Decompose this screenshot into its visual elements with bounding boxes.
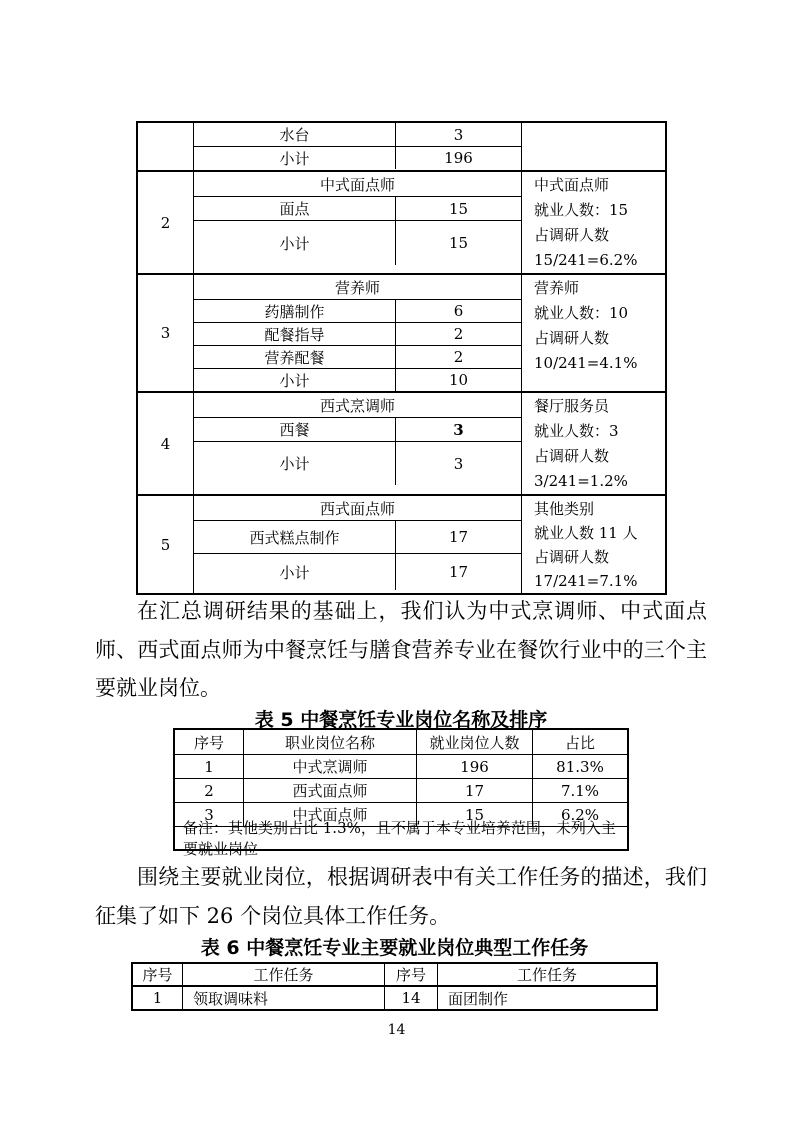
rank-cell: 1 [204,757,214,776]
section-number-cell: 4 [138,393,194,494]
column-header: 序号 [193,733,224,752]
summary-line: 餐厅服务员 [534,397,610,415]
summary-line: 占调研人数 [534,447,610,465]
table-row [194,417,521,441]
table-row [194,196,521,220]
summary-line: 3/241=1.2% [534,472,628,490]
column-header: 职业岗位名称 [243,730,416,754]
task-count-cell: 10 [395,369,521,391]
column-header: 序号 [384,964,437,985]
section-header-cell: 西式烹调师 [319,396,395,415]
task-label-cell: 小计 [279,455,310,473]
task-number-cell: 1 [152,989,163,1007]
task-count-cell: 15 [395,197,521,220]
table-section-4 [138,391,665,494]
table-row [194,123,521,146]
summary-line: 10/241=4.1% [534,354,638,372]
column-header: 工作任务 [437,964,656,985]
section-number-cell: 2 [138,172,194,273]
task-label-cell: 配餐指导 [264,325,325,344]
column-header: 占比 [532,730,627,754]
table6-title: 表 6 中餐烹饪专业主要就业岗位典型工作任务 [200,937,589,959]
column-header: 就业岗位人数 [416,730,532,754]
section-header-cell: 中式面点师 [319,175,395,194]
summary-line: 占调研人数 [534,548,610,566]
percentage-cell: 81.3% [532,755,627,778]
task-count-cell: 3 [395,418,521,441]
task-label-cell: 药膳制作 [264,302,325,321]
section-summary-cell [521,275,665,391]
summary-line: 占调研人数 [534,226,610,244]
task-label-cell: 面点 [279,200,310,218]
summary-line: 15/241=6.2% [534,251,638,269]
task-label-cell: 水台 [279,126,310,144]
percentage-cell: 7.1% [532,779,627,802]
task-label-cell: 小计 [279,149,310,168]
percentage-cell: 6.2% [532,803,627,826]
body-paragraph-2: 围绕主要就业岗位，根据调研表中有关工作任务的描述，我们征集了如下 26 个岗位具体工作任务。 [95,865,707,928]
summary-line: 中式面点师 [534,176,610,194]
task-name-cell: 领取调味料 [182,987,384,1009]
task-count-cell: 2 [395,346,521,368]
summary-line: 营养师 [534,279,580,297]
task-label-cell: 营养配餐 [264,348,325,367]
section-number-cell [138,123,194,170]
task-count-cell: 17 [395,521,521,553]
summary-line: 就业人数：15 [534,201,629,219]
table5-header-row [175,730,627,754]
task-count-cell: 3 [395,442,521,485]
headcount-cell: 196 [416,755,532,778]
table-row [194,345,521,368]
summary-line: 其他类别 [534,500,595,518]
task-label-cell: 西餐 [279,421,310,439]
task-label-cell: 小计 [279,563,310,582]
page-number: 14 [387,1022,406,1038]
table5-note: 备注：其他类别占比 1.3%，且不属于本专业培养范围，未列入主要就业岗位 [175,826,627,849]
task-count-cell: 196 [395,147,521,169]
post-name-cell: 中式面点师 [243,803,416,826]
column-header: 工作任务 [182,964,384,985]
table-row [194,299,521,322]
headcount-cell: 15 [416,803,532,826]
table-row [175,778,627,802]
work-tasks-table [131,962,658,1011]
rank-cell: 3 [204,805,214,824]
section-summary-cell [521,496,665,593]
summary-line: 占调研人数 [534,329,610,347]
section-number-cell: 5 [138,496,194,593]
table-row [194,146,521,169]
employment-stats-table [136,121,667,595]
post-ranking-table [173,728,629,858]
headcount-cell: 17 [416,779,532,802]
post-name-cell: 西式面点师 [243,779,416,802]
post-name-cell: 中式烹调师 [243,755,416,778]
task-label-cell: 小计 [279,371,310,390]
section-summary-cell [521,123,665,170]
task-number-cell: 14 [384,987,437,1009]
table-row [175,754,627,778]
table5-title: 表 5 中餐烹饪专业岗位名称及排序 [254,709,548,731]
table-row [194,553,521,590]
task-label-cell: 小计 [279,234,310,253]
section-header-cell: 西式面点师 [319,499,395,518]
summary-line: 就业人数 11 人 [534,524,638,542]
task-count-cell: 2 [395,323,521,345]
summary-line: 就业人数：10 [534,304,629,322]
table-row [194,441,521,485]
section-summary-cell [521,393,665,494]
task-count-cell: 6 [395,300,521,322]
table-section-2 [138,170,665,273]
task-name-cell: 面团制作 [437,987,656,1009]
table-section-5 [138,494,665,593]
task-count-cell: 3 [395,123,521,146]
task-count-cell: 15 [395,221,521,265]
table-section-1-cont [138,123,665,170]
task-label-cell: 西式糕点制作 [249,528,340,547]
table-row [133,985,656,1009]
task-count-cell: 17 [395,554,521,590]
section-number-cell: 3 [138,275,194,391]
table-row [194,322,521,345]
section-header-cell: 营养师 [334,278,380,297]
table-row [194,220,521,265]
table6-header-row [133,964,656,985]
summary-line: 17/241=7.1% [534,572,638,590]
column-header: 序号 [142,966,173,984]
summary-line: 就业人数：3 [534,422,619,440]
table-row [194,368,521,391]
rank-cell: 2 [204,781,214,800]
body-paragraph-1: 在汇总调研结果的基础上，我们认为中式烹调师、中式面点师、西式面点师为中餐烹饪与膳食营养专业在餐饮行业中的三个主要就业岗位。 [95,599,707,700]
table-row [194,520,521,553]
section-summary-cell [521,172,665,273]
table-section-3 [138,273,665,391]
